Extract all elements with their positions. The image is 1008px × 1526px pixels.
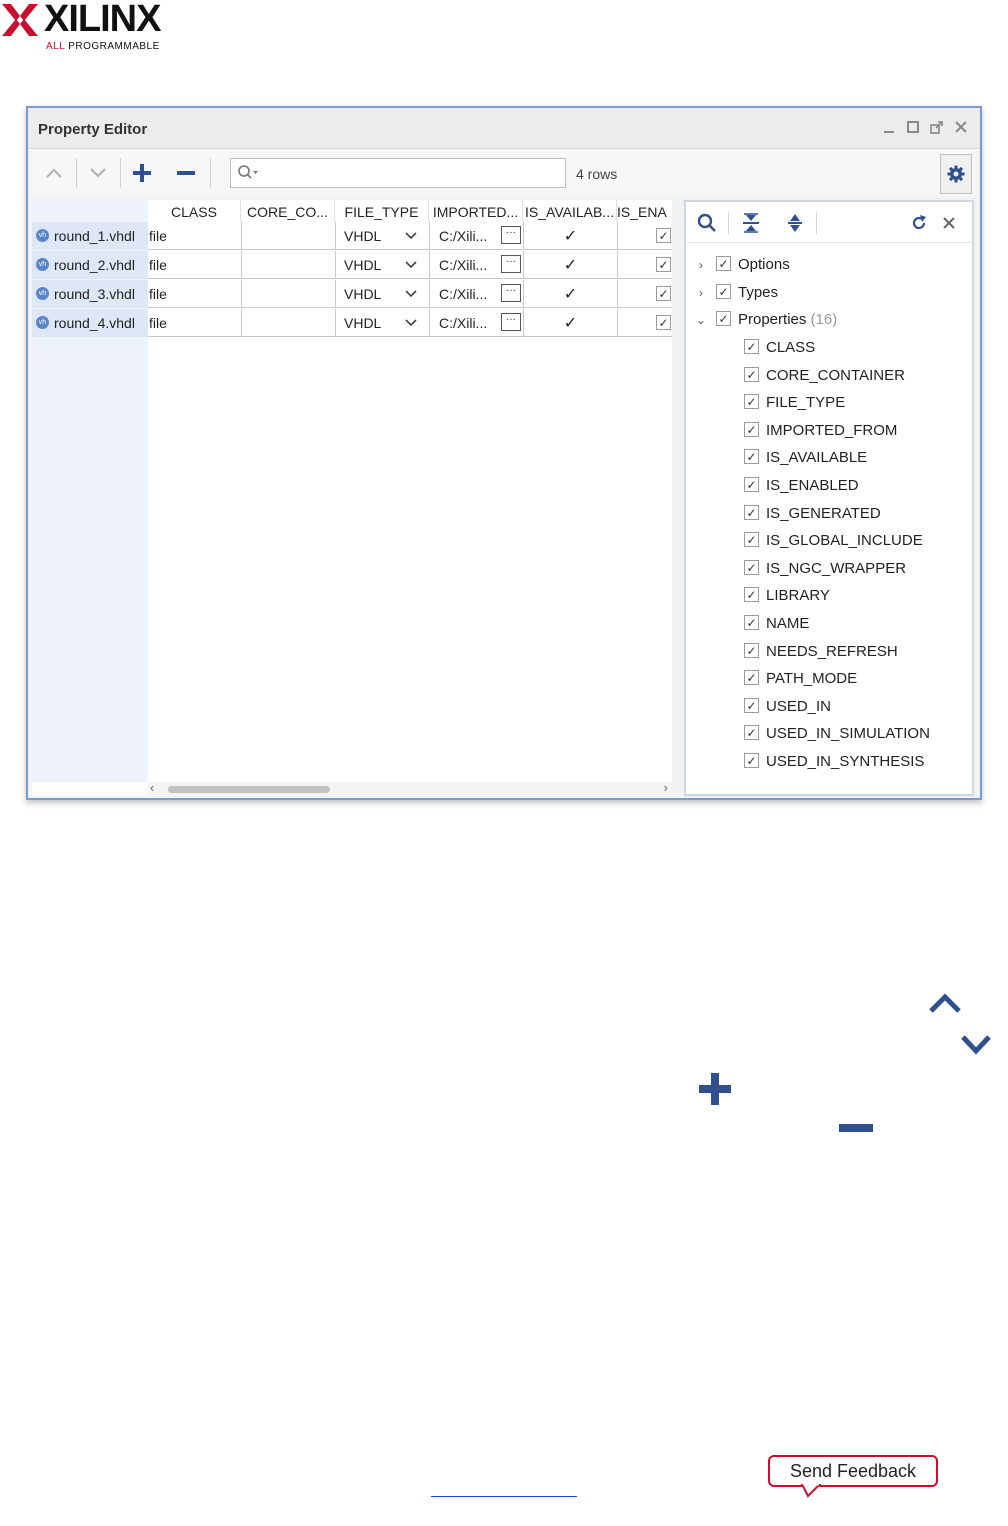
chevron-down-icon	[960, 1034, 992, 1056]
property-checkbox[interactable]: ✓	[744, 615, 759, 630]
property-label: IS_GENERATED	[766, 504, 881, 522]
panel-close-button[interactable]	[936, 210, 962, 236]
types-checkbox[interactable]: ✓	[716, 284, 731, 299]
horizontal-scrollbar[interactable]	[148, 782, 672, 796]
row-file-name[interactable]: vh round_3.vhdl	[32, 280, 148, 308]
cell-core-container[interactable]	[242, 251, 336, 279]
property-checkbox[interactable]: ✓	[744, 643, 759, 658]
chevron-up-icon	[928, 992, 962, 1014]
window-title: Property Editor	[38, 121, 148, 138]
collapse-all-icon	[742, 213, 760, 233]
property-checkbox[interactable]: ✓	[744, 753, 759, 768]
column-header-core-container[interactable]: CORE_CO...	[241, 200, 335, 222]
properties-checkbox[interactable]: ✓	[716, 311, 731, 326]
minus-icon	[838, 1122, 874, 1134]
chevron-down-icon	[89, 167, 107, 179]
chevron-down-icon	[405, 261, 417, 269]
property-label: NEEDS_REFRESH	[766, 642, 898, 660]
property-label: CLASS	[766, 339, 816, 356]
options-checkbox[interactable]: ✓	[716, 256, 731, 271]
property-checkbox[interactable]: ✓	[744, 670, 759, 685]
scrollbar-thumb[interactable]	[168, 786, 330, 793]
toolbar	[32, 150, 976, 196]
property-table	[32, 200, 672, 796]
table-row[interactable]	[32, 251, 672, 280]
table-row[interactable]	[32, 280, 672, 309]
cell-core-container[interactable]	[242, 280, 336, 308]
property-checkbox[interactable]: ✓	[744, 698, 759, 713]
vhdl-file-icon: vh	[36, 229, 49, 242]
chevron-up-icon	[45, 167, 63, 179]
speech-tail-icon	[800, 1484, 824, 1498]
property-label: USED_IN_SIMULATION	[766, 725, 930, 743]
footer-link[interactable]	[431, 1496, 577, 1497]
collapse-all-button[interactable]	[738, 210, 764, 236]
float-icon[interactable]	[928, 118, 946, 136]
cell-imported-from[interactable]: C:/Xili... ···	[430, 251, 524, 279]
row-file-name[interactable]: vh round_2.vhdl	[32, 251, 148, 279]
xilinx-logo	[0, 0, 180, 56]
cell-file-type[interactable]: VHDL	[336, 309, 430, 337]
property-label: USED_IN_SYNTHESIS	[766, 753, 925, 770]
panel-toolbar	[686, 202, 972, 243]
refresh-icon	[910, 214, 928, 232]
browse-button[interactable]: ···	[501, 284, 521, 302]
chevron-right-icon[interactable]: ›	[699, 258, 703, 272]
property-checkbox[interactable]: ✓	[744, 505, 759, 520]
property-checkbox[interactable]: ✓	[744, 449, 759, 464]
xilinx-logo-mark-icon	[2, 4, 38, 36]
cell-imported-from[interactable]: C:/Xili... ···	[430, 222, 524, 250]
property-checkbox[interactable]: ✓	[744, 560, 759, 575]
property-checkbox[interactable]: ✓	[744, 394, 759, 409]
browse-button[interactable]: ···	[501, 255, 521, 273]
minimize-icon[interactable]	[880, 118, 898, 136]
cell-file-type[interactable]: VHDL	[336, 251, 430, 279]
browse-button[interactable]: ···	[501, 313, 521, 331]
search-icon	[697, 213, 717, 233]
scroll-right-icon[interactable]: ›	[663, 780, 668, 795]
property-checkbox[interactable]: ✓	[744, 477, 759, 492]
column-header-is-enabled[interactable]: IS_ENA	[617, 200, 672, 222]
expand-all-icon	[786, 213, 804, 233]
close-icon	[942, 216, 956, 230]
send-feedback-button[interactable]: Send Feedback	[768, 1455, 938, 1487]
property-checkbox[interactable]: ✓	[744, 532, 759, 547]
search-input[interactable]	[261, 163, 555, 183]
property-label: CORE_CONTAINER	[766, 366, 905, 384]
cell-class[interactable]: file	[148, 280, 242, 308]
row-file-name[interactable]: vh round_4.vhdl	[32, 309, 148, 337]
table-row[interactable]	[32, 309, 672, 338]
properties-count: (16)	[810, 311, 838, 328]
plus-icon	[132, 163, 152, 183]
expand-all-button[interactable]	[782, 210, 808, 236]
property-label: IS_AVAILABLE	[766, 449, 868, 467]
settings-button[interactable]	[940, 154, 972, 194]
maximize-icon[interactable]	[904, 118, 922, 136]
property-checkbox[interactable]: ✓	[744, 725, 759, 740]
cell-is-available[interactable]: ✓	[524, 251, 618, 279]
cell-is-available[interactable]: ✓	[524, 280, 618, 308]
chevron-down-icon[interactable]: ⌄	[695, 313, 707, 327]
property-checkbox[interactable]: ✓	[744, 339, 759, 354]
chevron-right-icon[interactable]: ›	[699, 286, 703, 300]
cell-file-type[interactable]: VHDL	[336, 222, 430, 250]
cell-is-enabled[interactable]: ✓	[618, 309, 672, 337]
panel-search-button[interactable]	[694, 210, 720, 236]
cell-core-container[interactable]	[242, 309, 336, 337]
table-row[interactable]	[32, 222, 672, 251]
cell-is-enabled[interactable]: ✓	[618, 280, 672, 308]
plus-icon	[698, 1072, 732, 1106]
vhdl-file-icon: vh	[36, 316, 49, 329]
refresh-button[interactable]	[906, 210, 932, 236]
vhdl-file-icon: vh	[36, 287, 49, 300]
logo-wordmark: XILINX	[44, 0, 161, 40]
minus-icon	[176, 163, 196, 183]
property-filter-panel: › ✓ Options › ✓ Types ⌄ ✓ Properties (16) ✓ CLASS ✓ CORE_CONTAINER ✓ FILE_TYPE ✓ IMPORTED_FROM ✓ IS_AVAILABLE ✓ IS_ENABLED ✓ IS_GENERATED ✓ IS_GLOBAL_INCLUDE ✓ IS_NGC_WRAPPER ✓ LIBRARY ✓ NAME ✓ NEEDS_REFRESH ✓ PATH_MODE ✓ USED_IN ✓ USED_IN_SIMULATION ✓ USED_IN_SYNTHESIS	[684, 200, 974, 796]
property-checkbox[interactable]: ✓	[744, 587, 759, 602]
gear-icon	[947, 165, 965, 183]
cell-is-enabled[interactable]: ✓	[618, 222, 672, 250]
property-label: NAME	[766, 615, 810, 632]
cell-class[interactable]: file	[148, 309, 242, 337]
property-label: USED_IN	[766, 697, 832, 715]
rows-count: 4 rows	[576, 166, 618, 182]
scroll-left-icon[interactable]: ‹	[150, 780, 155, 795]
search-icon	[237, 164, 259, 180]
cell-is-available[interactable]: ✓	[524, 222, 618, 250]
cell-core-container[interactable]	[242, 222, 336, 250]
row-file-name[interactable]: vh round_1.vhdl	[32, 222, 148, 250]
property-checkbox[interactable]: ✓	[744, 367, 759, 382]
cell-imported-from[interactable]: C:/Xili... ···	[430, 280, 524, 308]
cell-is-available[interactable]: ✓	[524, 309, 618, 337]
column-header-file-type[interactable]: FILE_TYPE	[335, 200, 429, 222]
property-checkbox[interactable]: ✓	[744, 422, 759, 437]
chevron-down-icon	[405, 232, 417, 240]
column-header-imported-from[interactable]: IMPORTED...	[429, 200, 523, 222]
move-down-button[interactable]	[80, 156, 116, 190]
column-header-class[interactable]: CLASS	[148, 200, 241, 222]
cell-imported-from[interactable]: C:/Xili... ···	[430, 309, 524, 337]
vhdl-file-icon: vh	[36, 258, 49, 271]
property-editor-window	[26, 106, 982, 800]
remove-button[interactable]	[168, 156, 204, 190]
property-label: PATH_MODE	[766, 670, 858, 688]
move-up-button[interactable]	[36, 156, 72, 190]
property-label: IS_ENABLED	[766, 477, 859, 494]
chevron-down-icon	[405, 319, 417, 327]
property-label: IS_GLOBAL_INCLUDE	[766, 532, 923, 550]
property-label: FILE_TYPE	[766, 394, 846, 412]
property-label: LIBRARY	[766, 587, 830, 605]
property-label: IMPORTED_FROM	[766, 421, 898, 439]
add-button[interactable]	[124, 156, 160, 190]
close-icon[interactable]	[952, 118, 970, 136]
search-field[interactable]	[230, 158, 566, 188]
cell-class[interactable]: file	[148, 251, 242, 279]
browse-button[interactable]: ···	[501, 226, 521, 244]
cell-class[interactable]: file	[148, 222, 242, 250]
chevron-down-icon	[405, 290, 417, 298]
logo-tagline: ALL PROGRAMMABLE	[46, 41, 160, 52]
window-titlebar	[28, 108, 980, 149]
cell-file-type[interactable]: VHDL	[336, 280, 430, 308]
property-label: IS_NGC_WRAPPER	[766, 559, 907, 577]
column-header-is-available[interactable]: IS_AVAILAB...	[523, 200, 617, 222]
cell-is-enabled[interactable]: ✓	[618, 251, 672, 279]
